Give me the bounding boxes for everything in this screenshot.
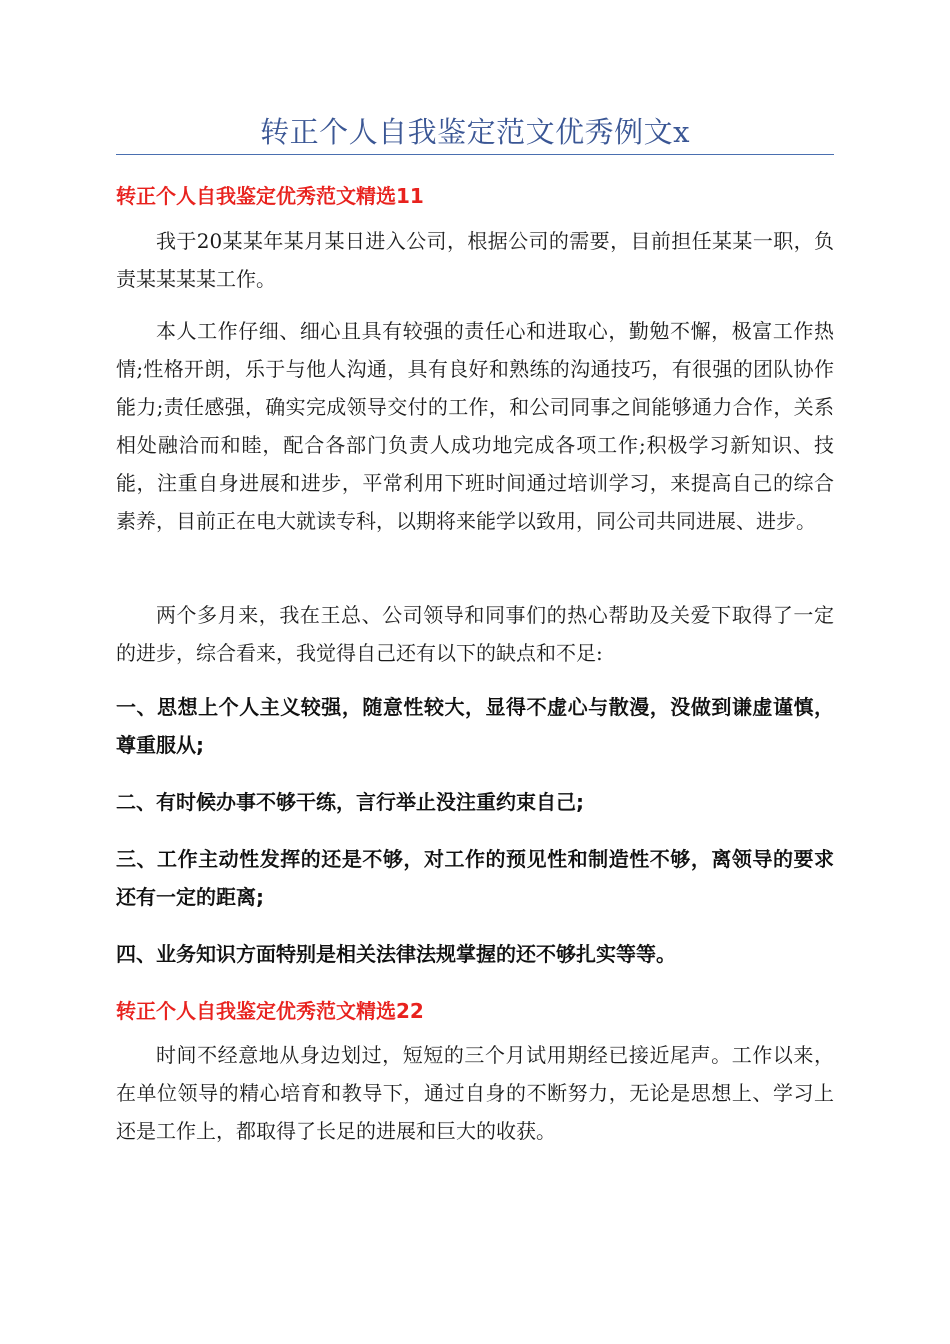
shortcoming-item-1: 一、思想上个人主义较强，随意性较大，显得不虚心与散漫，没做到谦虚谨慎，尊重服从; [116, 695, 834, 757]
section-heading-2: 转正个人自我鉴定优秀范文精选22 [116, 999, 424, 1023]
shortcoming-item-4: 四、业务知识方面特别是相关法律法规掌握的还不够扎实等等。 [116, 942, 676, 966]
section-heading-1: 转正个人自我鉴定优秀范文精选11 [116, 184, 424, 208]
document-title: 转正个人自我鉴定范文优秀例文x [260, 115, 690, 149]
paragraph-intro: 我于20某某年某月某日进入公司，根据公司的需要，目前担任某某一职，负责某某某某工作。 [116, 229, 834, 291]
shortcoming-item-2: 二、有时候办事不够干练，言行举止没注重约束自己; [116, 790, 584, 814]
shortcoming-item-3: 三、工作主动性发挥的还是不够，对工作的预见性和制造性不够，离领导的要求还有一定的距离; [116, 847, 834, 909]
title-underline [116, 154, 834, 155]
paragraph-self-description: 本人工作仔细、细心且具有较强的责任心和进取心，勤勉不懈，极富工作热情;性格开朗，乐于与他人沟通，具有良好和熟练的沟通技巧，有很强的团队协作能力;责任感强，确实完成领导交付的工作，和公司同事之间能够通力合作，关系相处融洽而和睦，配合各部门负责人成功地完成各项工作;积极学习新知识、技能，注重自身进展和进步，平常利用下班时间通过培训学习，来提高自己的综合素养，目前正在电大就读专科，以期将来能学以致用，同公司共同进展、进步。 [116, 319, 834, 533]
paragraph-section2: 时间不经意地从身边划过，短短的三个月试用期经已接近尾声。工作以来，在单位领导的精心培育和教导下，通过自身的不断努力，无论是思想上、学习上还是工作上，都取得了长足的进展和巨大的收获。 [116, 1043, 834, 1143]
paragraph-shortcomings-intro: 两个多月来，我在王总、公司领导和同事们的热心帮助及关爱下取得了一定的进步，综合看来，我觉得自己还有以下的缺点和不足: [116, 603, 834, 665]
